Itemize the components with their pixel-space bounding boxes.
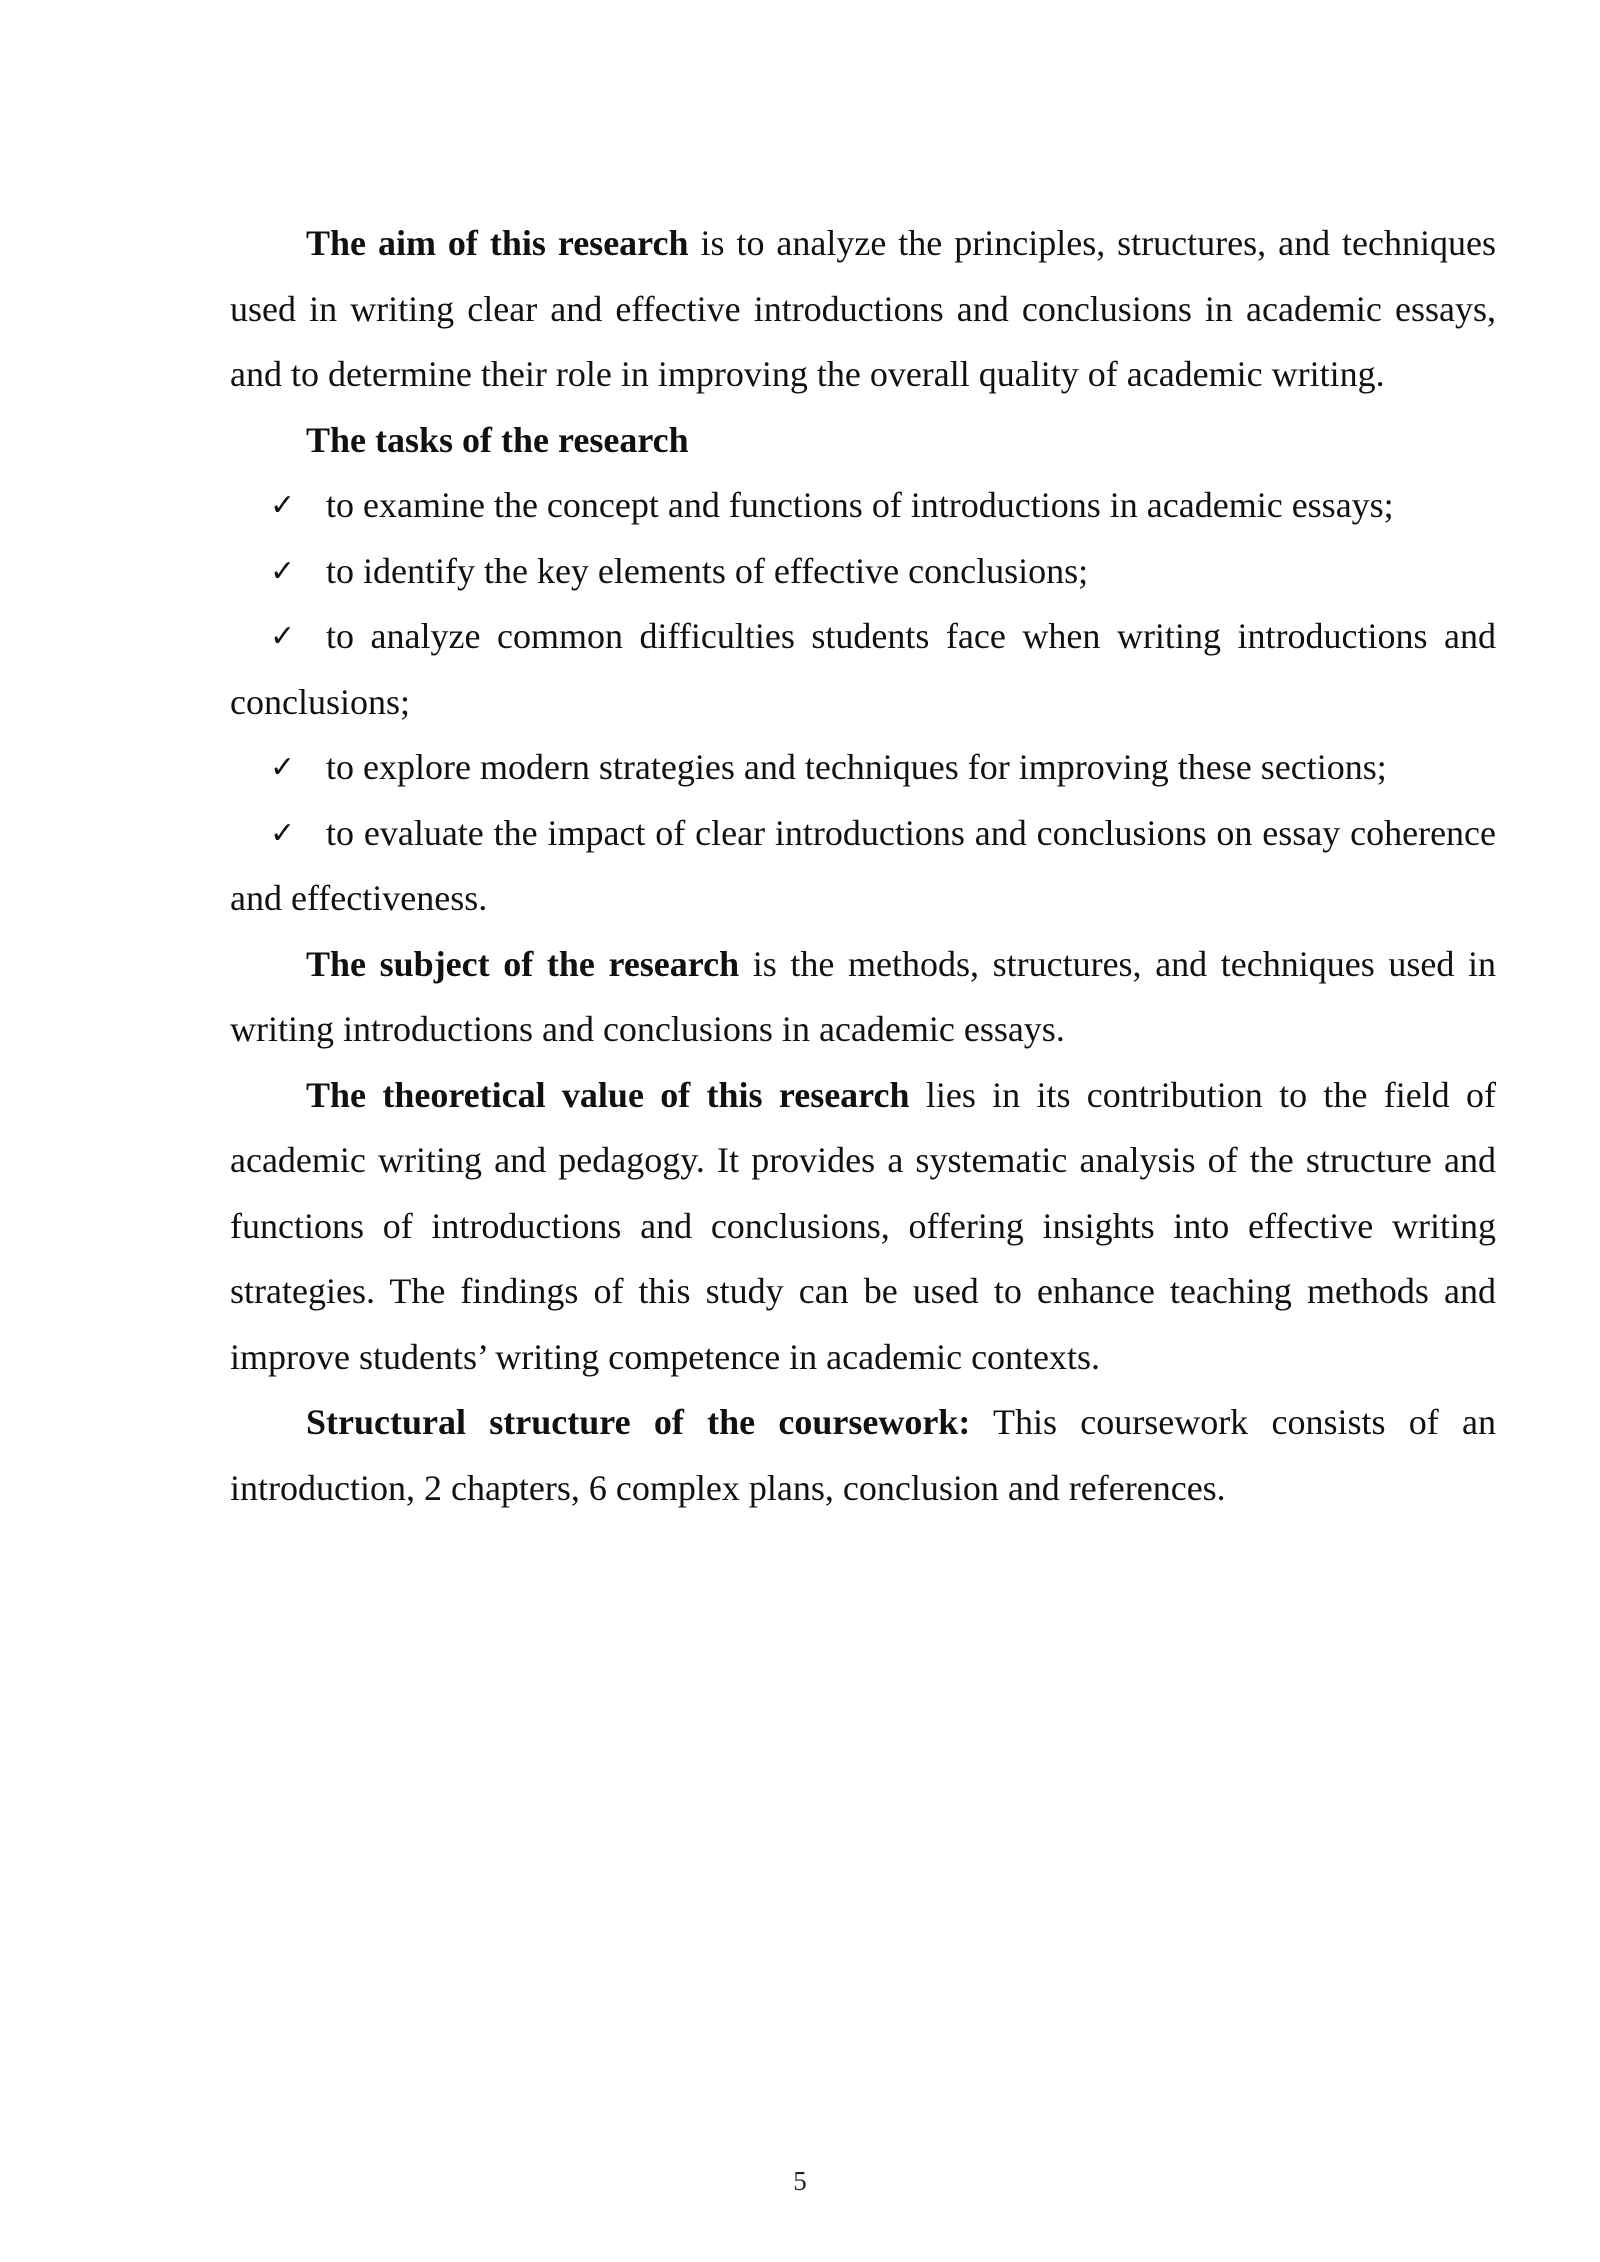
task-item [230, 473, 1496, 539]
structure-paragraph [230, 1390, 1496, 1521]
aim-lead: The aim of this research [306, 223, 689, 263]
tasks-heading: The tasks of the research [306, 419, 689, 460]
checkmark-icon: ✓ [270, 619, 296, 654]
subject-text: is the methods, structures, and techniques used in writing introductions and conclusions in academic essays. [230, 943, 1496, 1049]
subject-lead: The subject of the research [306, 943, 740, 984]
checkmark-icon: ✓ [270, 815, 296, 851]
theoretical-paragraph [230, 1063, 1496, 1391]
subject-paragraph [230, 932, 1496, 1063]
task-text: to analyze common difficulties students face when writing introductions and conclusions; [230, 616, 1496, 722]
checkmark-icon: ✓ [270, 488, 296, 523]
task-text: to identify the key elements of effective conclusions; [326, 550, 1089, 591]
task-item [230, 801, 1496, 932]
task-text: to examine the concept and functions of introductions in academic essays; [326, 485, 1394, 525]
task-item [230, 604, 1496, 735]
page-number: 5 [793, 2166, 807, 2196]
aim-text: is to analyze the principles, structures, and techniques used in writing clear and effective introductions and conclusions in academic essays, and to determine their role in improving the overall quality of academic writing. [230, 223, 1496, 394]
checkmark-icon: ✓ [270, 750, 296, 785]
theoretical-text: lies in its contribution to the field of academic writing and pedagogy. It provides a systematic analysis of the structure and functions of introductions and conclusions, offering insights into effective writing strategies. The findings of this study can be used to enhance teaching methods and improve students’ writing competence in academic contexts. [230, 1074, 1496, 1377]
task-text: to evaluate the impact of clear introductions and conclusions on essay coherence and effectiveness. [230, 812, 1496, 918]
structure-lead: Structural structure of the coursework: [306, 1402, 971, 1442]
checkmark-icon: ✓ [270, 553, 296, 589]
task-item [230, 735, 1496, 801]
aim-paragraph [230, 211, 1496, 408]
document-body [230, 211, 1496, 1521]
structure-text: This coursework consists of an introduction, 2 chapters, 6 complex plans, conclusion and references. [230, 1402, 1496, 1508]
task-item [230, 539, 1496, 605]
task-text: to explore modern strategies and techniques for improving these sections; [326, 747, 1387, 787]
theoretical-lead: The theoretical value of this research [306, 1074, 910, 1115]
